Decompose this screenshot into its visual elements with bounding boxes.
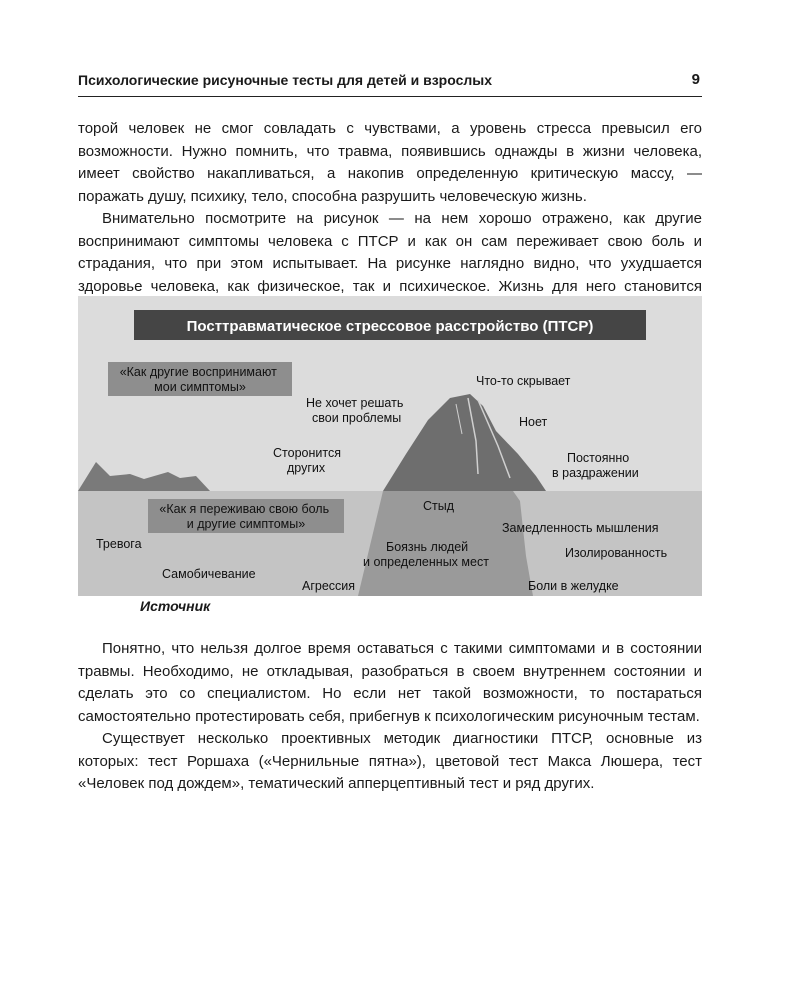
label-no-solve-line-1: Не хочет решать <box>306 396 404 410</box>
box-self-line-2: и другие симптомы» <box>186 517 306 531</box>
label-fear-line-1: Боязнь людей <box>386 540 469 554</box>
figure-caption: Источник <box>140 598 211 614</box>
paragraph-methods: Существует несколько проективных методик диагностики ПТСР, основные из которых: тест Роршаха («Чернильные пятна»), цветовой тест Макса Люшера, тест «Человек под дождем», тематический апперцептивный тест и ряд других. <box>78 730 702 792</box>
paragraph-understandable: Понятно, что нельзя долгое время оставаться с такими симптомами и в состоянии травмы. Необходимо, не откладывая, разобраться в своем внутреннем состоянии и сделать это со специалистом. Но если нет такой возможности, то постараться самостоятельно протестировать себя, прибегнув к психологическим рисуночным тестам. <box>78 640 702 725</box>
label-avoids-line-2: других <box>287 461 326 475</box>
box-others-line-1: «Как другие воспринимают <box>119 365 277 379</box>
ptsd-iceberg-figure <box>78 296 702 596</box>
label-whines: Ноет <box>519 415 548 429</box>
label-slow-thinking: Замедленность мышления <box>502 521 659 535</box>
box-others-line-2: мои симптомы» <box>154 380 246 394</box>
label-isolation: Изолированность <box>565 546 668 560</box>
paragraph-look-at-figure: Внимательно посмотрите на рисунок — на нем хорошо отражено, как другие воспринимают симптомы человека с ПТСР и как он сам переживает свою боль и страдания, что при этом испытывает. На рисунке наглядно видно, что ухудшается здоровье человека, как физическое, так и психическое. Жизнь для него становится <box>78 210 702 295</box>
label-no-solve-line-2: свои проблемы <box>312 411 402 425</box>
iceberg-illustration <box>78 296 702 596</box>
label-self-blame: Самобичевание <box>162 567 256 581</box>
label-anxiety: Тревога <box>96 537 142 551</box>
label-stomach-pain: Боли в желудке <box>528 579 619 593</box>
running-head-title: Психологические рисуночные тесты для детей и взрослых <box>78 72 493 88</box>
label-fear-line-2: и определенных мест <box>363 555 489 569</box>
paragraph-continuation: торой человек не смог совладать с чувствами, а уровень стресса превысил его возможности. Нужно помнить, что травма, появившись однажды в жизни человека, имеет свойство накапливаться, а накопив определенную критическую массу, — поражать душу, психику, тело, способна разрушить человеческую жизнь. <box>78 120 702 205</box>
label-irritated-line-2: в раздражении <box>552 466 639 480</box>
label-aggression: Агрессия <box>302 579 356 593</box>
label-shame: Стыд <box>423 499 455 513</box>
label-avoids-line-1: Сторонится <box>273 446 341 460</box>
page-number: 9 <box>691 71 700 88</box>
box-self-line-1: «Как я переживаю свою боль <box>159 502 330 516</box>
running-head <box>78 70 702 97</box>
label-hides-something: Что-то скрывает <box>476 374 571 388</box>
label-irritated-line-1: Постоянно <box>567 451 630 465</box>
figure-title: Посттравматическое стрессовое расстройство (ПТСР) <box>186 318 594 335</box>
